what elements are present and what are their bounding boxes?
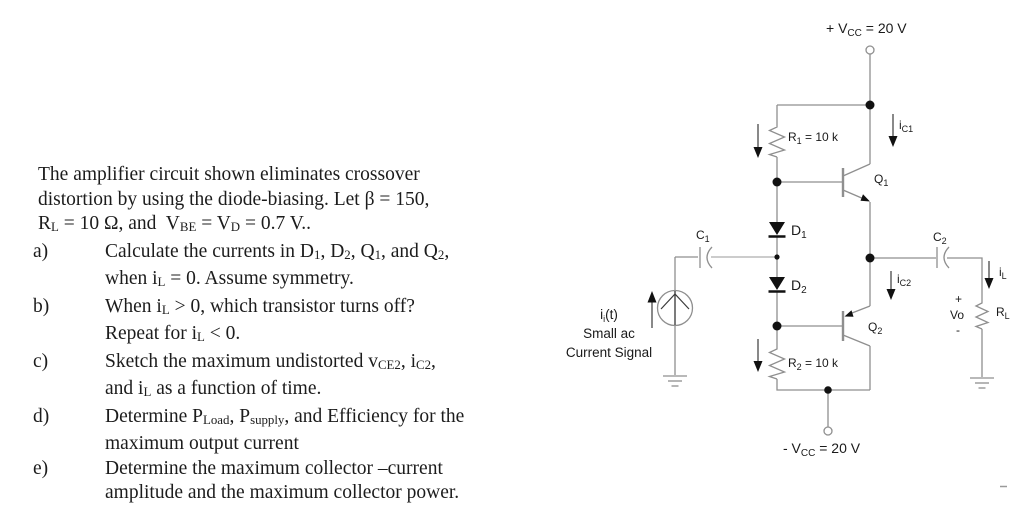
vcc-negative-terminal bbox=[824, 427, 832, 435]
item-text-line: Calculate the currents in D1, D2, Q1, and Q2, bbox=[105, 240, 450, 262]
item-text-line: When iL > 0, which transistor turns off? bbox=[105, 295, 415, 317]
item-label: b) bbox=[33, 295, 50, 317]
output-node-dot bbox=[866, 254, 875, 263]
junction-dot bbox=[773, 322, 782, 331]
c2-label: $C_2$ bbox=[933, 230, 947, 246]
d1-label: $D_1$ bbox=[791, 222, 807, 241]
problem-text-line: The amplifier circuit shown eliminates crossover bbox=[38, 164, 420, 185]
item-text-line: amplitude and the maximum collector power. bbox=[105, 482, 460, 504]
q2-label: $Q_2$ bbox=[868, 320, 883, 336]
ground-symbol-source bbox=[663, 376, 687, 386]
transistor-q2 bbox=[843, 306, 870, 346]
q1-collector-lead bbox=[843, 164, 870, 176]
vcc-positive-label: + $V_{CC} = 20$ V bbox=[826, 20, 907, 39]
source-signal-label: Small ac bbox=[583, 326, 635, 341]
item-label: d) bbox=[33, 405, 50, 427]
problem-text-line: RL = 10 Ω, and VBE = VD = 0.7 V.. bbox=[38, 213, 312, 235]
rl-label: $R_L$ bbox=[996, 305, 1010, 321]
r2-label: $R_2 = 10$ k bbox=[788, 356, 839, 372]
il-arrowhead bbox=[985, 278, 994, 289]
vo-plus-label: + bbox=[955, 292, 963, 306]
r1-current-arrowhead bbox=[754, 147, 763, 158]
vcc-negative-label: - $V_{CC} = 20$ V bbox=[783, 440, 861, 459]
junction-dot bbox=[824, 386, 832, 394]
ic1-arrowhead bbox=[889, 136, 898, 147]
diode-d1 bbox=[769, 222, 786, 237]
c1-label: $C_1$ bbox=[696, 228, 710, 244]
q2-emitter-lead bbox=[852, 306, 870, 313]
q1-emitter-arrow bbox=[861, 194, 871, 201]
wire-segment bbox=[777, 379, 870, 390]
problem-text-line: distortion by using the diode-biasing. Let β = 150, bbox=[38, 188, 430, 210]
d2-label: $D_2$ bbox=[791, 277, 807, 296]
r1-label: $R_1 = 10$ k bbox=[788, 130, 839, 146]
q1-label: $Q_1$ bbox=[874, 172, 889, 188]
vo-minus-label: - bbox=[956, 323, 960, 337]
il-label: $i_L$ bbox=[999, 265, 1007, 281]
resistor-r1 bbox=[770, 123, 785, 157]
transistor-q1 bbox=[843, 164, 870, 202]
source-signal-label: Current Signal bbox=[565, 345, 653, 360]
junction-dot bbox=[774, 254, 779, 259]
item-text-line: Repeat for iL < 0. bbox=[105, 323, 241, 345]
item-label: a) bbox=[33, 240, 49, 262]
q1-emitter-lead bbox=[843, 190, 864, 199]
item-text-line: Sketch the maximum undistorted vCE2, iC2, bbox=[105, 350, 436, 372]
item-text-line: maximum output current bbox=[105, 433, 299, 455]
source-signal-label: $i_i(t)$ bbox=[600, 307, 618, 324]
diode-d2 bbox=[769, 277, 786, 292]
capacitor-c1 bbox=[700, 247, 712, 268]
vcc-positive-terminal bbox=[866, 46, 874, 54]
ic2-label: $i_{C2}$ bbox=[897, 272, 912, 288]
item-label: e) bbox=[33, 457, 49, 479]
ic2-arrowhead bbox=[887, 289, 896, 300]
q2-emitter-arrow bbox=[845, 310, 854, 317]
resistor-r2 bbox=[770, 345, 785, 379]
item-text-line: when iL = 0. Assume symmetry. bbox=[105, 268, 354, 290]
diode-d2-triangle bbox=[769, 277, 785, 290]
vo-label: Vo bbox=[950, 308, 965, 322]
ic1-label: $i_{C1}$ bbox=[899, 118, 914, 134]
wire-segment bbox=[947, 258, 982, 300]
junction-dot bbox=[866, 101, 875, 110]
diode-d1-triangle bbox=[769, 222, 785, 235]
r2-current-arrowhead bbox=[754, 361, 763, 372]
item-text-line: Determine PLoad, Psupply, and Efficiency for the bbox=[105, 405, 465, 427]
source-direction-arrowhead bbox=[648, 291, 657, 303]
ground-symbol-load bbox=[970, 378, 994, 388]
item-text-line: and iL as a function of time. bbox=[105, 378, 322, 400]
ac-current-source bbox=[648, 291, 693, 329]
q2-collector-lead bbox=[843, 335, 870, 346]
junction-dot bbox=[773, 178, 782, 187]
item-label: c) bbox=[33, 350, 49, 372]
resistor-rl bbox=[976, 300, 988, 329]
item-text-line: Determine the maximum collector –current bbox=[105, 457, 443, 479]
junction-dots bbox=[773, 101, 875, 394]
